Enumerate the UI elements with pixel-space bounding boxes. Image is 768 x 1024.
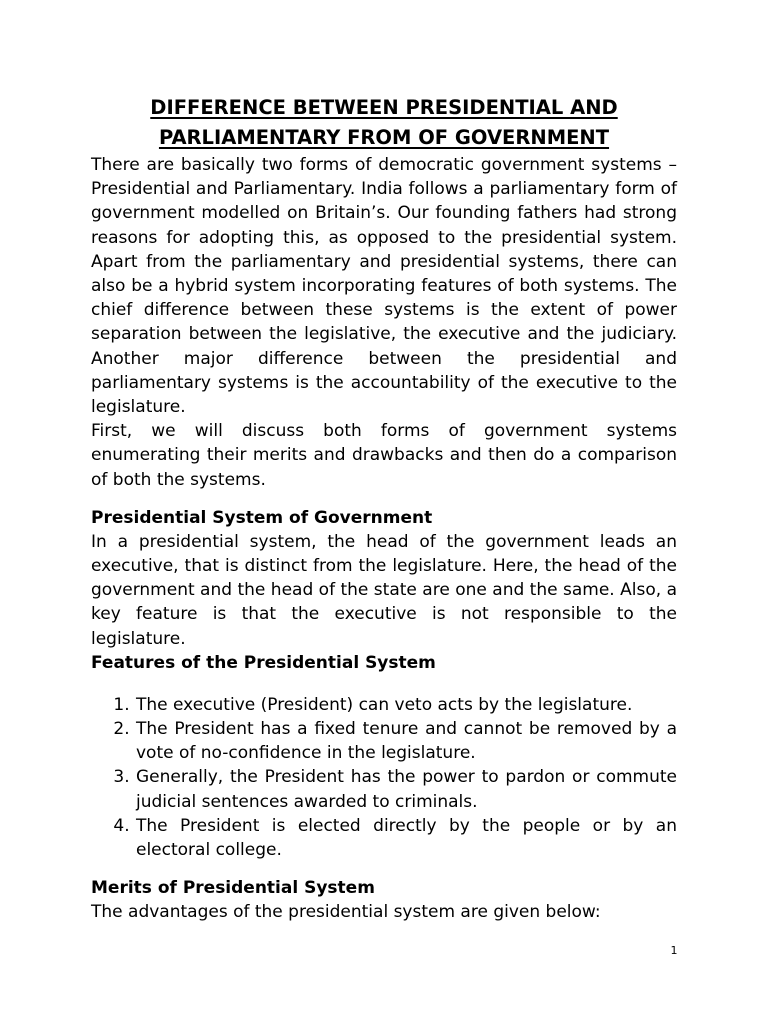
document-title: [91, 93, 677, 153]
merits-paragraph: The advantages of the presidential system are given below:: [91, 902, 601, 923]
presidential-system-heading: Presidential System of Government: [91, 507, 433, 528]
page-number: 1: [670, 944, 678, 957]
features-list-item: 3. Generally, the President has the power to pardon or commute judicial sentences awarded to criminals.: [135, 765, 677, 813]
presidential-system-paragraph: In a presidential system, the head of the government leads an executive, that is distinct from the legislature. Here, the head of the government and the head of the state are one and the same. Also, a key feature is that the executive is not responsible to the legislature.: [91, 531, 677, 649]
merits-heading: Merits of Presidential System: [91, 878, 375, 899]
second-paragraph: First, we will discuss both forms of government systems enumerating their merits and drawbacks and then do a comparison of both the systems.: [91, 421, 677, 490]
features-heading: Features of the Presidential System: [91, 652, 436, 673]
features-list-item: 4. The President is elected directly by the people or by an electoral college.: [135, 814, 677, 862]
intro-paragraph: There are basically two forms of democratic government systems – Presidential and Parliamentary. India follows a parliamentary form of government modelled on Britain’s. Our founding fathers had strong reasons for adopting this, as opposed to the presidential system. Apart from the parliamentary and presidential systems, there can also be a hybrid system incorporating features of both systems. The chief difference between these systems is the extent of power separation between the legislative, the executive and the judiciary. Another major difference between the presidential and parliamentary systems is the accountability of the executive to the legislature.: [91, 155, 677, 418]
features-list-item: 2. The President has a fixed tenure and cannot be removed by a vote of no-confidence in the legislature.: [135, 717, 677, 765]
title-line-1: DIFFERENCE BETWEEN PRESIDENTIAL AND: [150, 96, 618, 119]
page-content: [91, 93, 677, 924]
title-line-2: PARLIAMENTARY FROM OF GOVERNMENT: [158, 126, 610, 149]
features-list-item: 1. The executive (President) can veto acts by the legislature.: [135, 693, 677, 717]
features-list: [91, 693, 677, 862]
